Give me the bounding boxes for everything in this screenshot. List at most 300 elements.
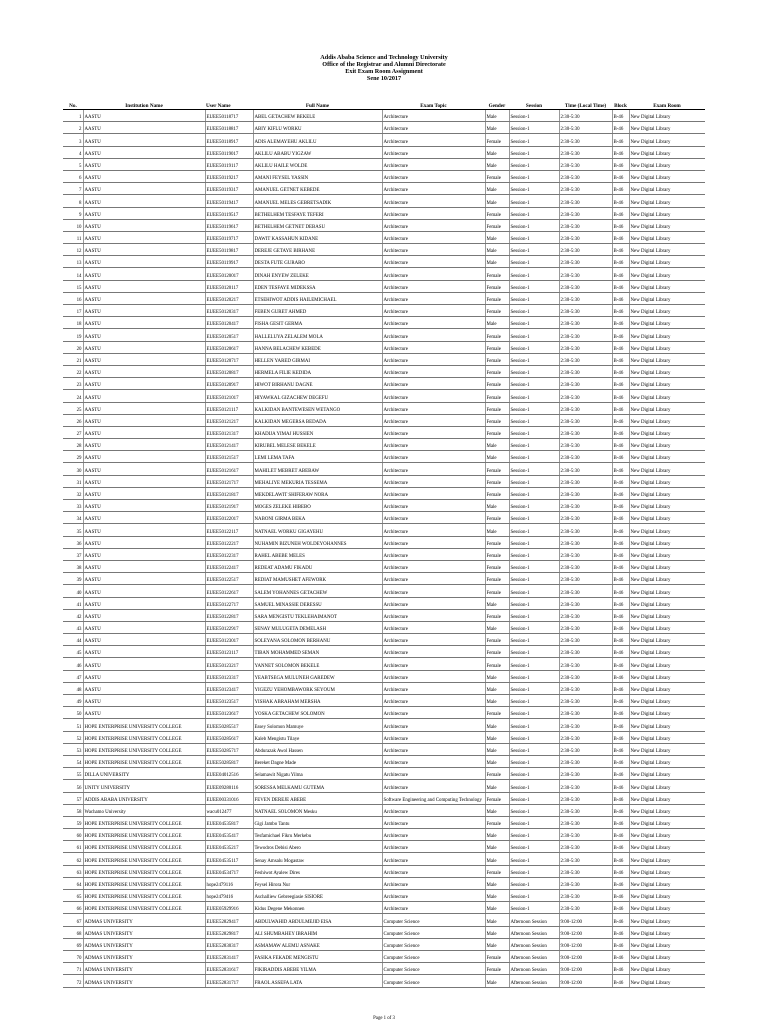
- table-row: [63, 256, 705, 268]
- institution-name-cell: HOPE ENTERPRISE UNIVERSITY COLLEGE: [83, 816, 205, 828]
- exam-topic-cell: Architecture: [382, 475, 485, 487]
- table-row: [63, 877, 705, 889]
- exam-room-cell: New Digital Library: [629, 743, 705, 755]
- exam-room-cell: New Digital Library: [629, 378, 705, 390]
- table-row: [63, 110, 705, 122]
- gender-cell: Male: [485, 158, 509, 170]
- row-number-cell: 9: [63, 207, 83, 219]
- session-cell: Session-1: [509, 426, 559, 438]
- row-number-cell: 60: [63, 829, 83, 841]
- exam-topic-cell: Architecture: [382, 682, 485, 694]
- exam-time-cell: 9:00-12:00: [559, 926, 612, 938]
- gender-cell: Female: [485, 658, 509, 670]
- exam-time-cell: 2:30-5:30: [559, 439, 612, 451]
- block-cell: B-46: [612, 158, 629, 170]
- institution-name-cell: AASTU: [83, 560, 205, 572]
- institution-name-cell: AASTU: [83, 597, 205, 609]
- session-cell: Session-1: [509, 682, 559, 694]
- exam-room-cell: New Digital Library: [629, 244, 705, 256]
- row-number-cell: 19: [63, 329, 83, 341]
- institution-name-cell: AASTU: [83, 256, 205, 268]
- session-cell: Afternoon Session: [509, 938, 559, 950]
- table-row: [63, 122, 705, 134]
- gender-cell: Male: [485, 877, 509, 889]
- exam-time-cell: 2:30-5:30: [559, 426, 612, 438]
- table-row: [63, 902, 705, 914]
- exam-room-cell: New Digital Library: [629, 926, 705, 938]
- full-name-cell: MAHILET MEBRET ABEBAW: [253, 463, 382, 475]
- exam-room-cell: New Digital Library: [629, 195, 705, 207]
- institution-name-cell: AASTU: [83, 451, 205, 463]
- gender-cell: Female: [485, 792, 509, 804]
- table-row: [63, 195, 705, 207]
- exam-room-cell: New Digital Library: [629, 390, 705, 402]
- session-cell: Session-1: [509, 329, 559, 341]
- institution-name-cell: AASTU: [83, 524, 205, 536]
- exam-room-cell: New Digital Library: [629, 353, 705, 365]
- user-name-cell: EUEE50122117: [205, 524, 253, 536]
- table-row: [63, 353, 705, 365]
- exam-room-cell: New Digital Library: [629, 816, 705, 828]
- gender-cell: Male: [485, 439, 509, 451]
- full-name-cell: Feysel Hirora Nur: [253, 877, 382, 889]
- block-cell: B-46: [612, 500, 629, 512]
- row-number-cell: 30: [63, 463, 83, 475]
- session-cell: Session-1: [509, 902, 559, 914]
- row-number-cell: 23: [63, 378, 83, 390]
- session-cell: Session-1: [509, 865, 559, 877]
- full-name-cell: FASIKA FEKADE MENGISTU: [253, 950, 382, 962]
- full-name-cell: Kidus Degene Mekonnen: [253, 902, 382, 914]
- exam-topic-cell: Architecture: [382, 280, 485, 292]
- exam-time-cell: 2:30-5:30: [559, 512, 612, 524]
- row-number-cell: 58: [63, 804, 83, 816]
- block-cell: B-46: [612, 280, 629, 292]
- table-row: [63, 402, 705, 414]
- user-name-cell: EUEE50119017: [205, 146, 253, 158]
- institution-name-cell: HOPE ENTERPRISE UNIVERSITY COLLEGE: [83, 731, 205, 743]
- column-header: Exam Topic: [382, 97, 485, 110]
- session-cell: Session-1: [509, 378, 559, 390]
- block-cell: B-46: [612, 512, 629, 524]
- gender-cell: Female: [485, 768, 509, 780]
- user-name-cell: EUEE50118717: [205, 110, 253, 122]
- session-cell: Session-1: [509, 341, 559, 353]
- exam-room-cell: New Digital Library: [629, 122, 705, 134]
- exam-time-cell: 2:30-5:30: [559, 816, 612, 828]
- block-cell: B-46: [612, 585, 629, 597]
- session-cell: Session-1: [509, 219, 559, 231]
- exam-time-cell: 2:30-5:30: [559, 463, 612, 475]
- exam-time-cell: 9:00-12:00: [559, 963, 612, 975]
- row-number-cell: 68: [63, 926, 83, 938]
- exam-topic-cell: Architecture: [382, 877, 485, 889]
- table-header-row: [63, 97, 705, 110]
- exam-room-cell: New Digital Library: [629, 975, 705, 987]
- exam-time-cell: 9:00-12:00: [559, 914, 612, 926]
- full-name-cell: Senay Amsalu Mogastaw: [253, 853, 382, 865]
- exam-time-cell: 2:30-5:30: [559, 524, 612, 536]
- user-name-cell: EUEE50122317: [205, 548, 253, 560]
- block-cell: B-46: [612, 439, 629, 451]
- exam-room-cell: New Digital Library: [629, 134, 705, 146]
- session-cell: Session-1: [509, 573, 559, 585]
- table-row: [63, 426, 705, 438]
- column-header: Gender: [485, 97, 509, 110]
- exam-room-cell: New Digital Library: [629, 853, 705, 865]
- gender-cell: Male: [485, 938, 509, 950]
- user-name-cell: EUEE50122417: [205, 560, 253, 572]
- exam-topic-cell: Architecture: [382, 500, 485, 512]
- gender-cell: Male: [485, 975, 509, 987]
- row-number-cell: 32: [63, 487, 83, 499]
- row-number-cell: 7: [63, 183, 83, 195]
- exam-topic-cell: Architecture: [382, 402, 485, 414]
- row-number-cell: 54: [63, 755, 83, 767]
- exam-topic-cell: Architecture: [382, 463, 485, 475]
- exam-room-cell: New Digital Library: [629, 280, 705, 292]
- table-row: [63, 244, 705, 256]
- full-name-cell: Tesfamichael Fikru Merkebu: [253, 829, 382, 841]
- row-number-cell: 38: [63, 560, 83, 572]
- exam-topic-cell: Architecture: [382, 353, 485, 365]
- session-cell: Afternoon Session: [509, 975, 559, 987]
- block-cell: B-46: [612, 292, 629, 304]
- table-row: [63, 621, 705, 633]
- institution-name-cell: AASTU: [83, 536, 205, 548]
- exam-topic-cell: Architecture: [382, 829, 485, 841]
- exam-room-cell: New Digital Library: [629, 292, 705, 304]
- session-cell: Session-1: [509, 804, 559, 816]
- full-name-cell: SORESSA MELKAMU GUTEMA: [253, 780, 382, 792]
- gender-cell: Male: [485, 122, 509, 134]
- institution-name-cell: AASTU: [83, 110, 205, 122]
- exam-room-cell: New Digital Library: [629, 646, 705, 658]
- user-name-cell: EUEE52831617: [205, 963, 253, 975]
- exam-time-cell: 2:30-5:30: [559, 841, 612, 853]
- page-number: Page 1 of 3: [373, 1016, 395, 1021]
- block-cell: B-46: [612, 573, 629, 585]
- exam-room-cell: New Digital Library: [629, 512, 705, 524]
- full-name-cell: YANNET SOLOMON BEKELE: [253, 658, 382, 670]
- session-cell: Session-1: [509, 158, 559, 170]
- full-name-cell: ADIS ALEMAYEHU AKLILU: [253, 134, 382, 146]
- session-cell: Session-1: [509, 755, 559, 767]
- exam-topic-cell: Architecture: [382, 890, 485, 902]
- institution-name-cell: ADMAS UNIVERSITY: [83, 938, 205, 950]
- session-cell: Session-1: [509, 244, 559, 256]
- table-row: [63, 646, 705, 658]
- exam-room-cell: New Digital Library: [629, 451, 705, 463]
- table-row: [63, 341, 705, 353]
- exam-topic-cell: Computer Science: [382, 963, 485, 975]
- row-number-cell: 26: [63, 414, 83, 426]
- session-cell: Session-1: [509, 146, 559, 158]
- exam-topic-cell: Architecture: [382, 573, 485, 585]
- exam-topic-cell: Architecture: [382, 780, 485, 792]
- user-name-cell: EUEE50119217: [205, 170, 253, 182]
- institution-name-cell: ADMAS UNIVERSITY: [83, 963, 205, 975]
- session-cell: Session-1: [509, 634, 559, 646]
- gender-cell: Male: [485, 926, 509, 938]
- full-name-cell: HANNA BELACHEW KEBEDE: [253, 341, 382, 353]
- institution-name-cell: AASTU: [83, 329, 205, 341]
- block-cell: B-46: [612, 719, 629, 731]
- exam-topic-cell: Architecture: [382, 317, 485, 329]
- block-cell: B-46: [612, 682, 629, 694]
- exam-time-cell: 2:30-5:30: [559, 500, 612, 512]
- exam-time-cell: 2:30-5:30: [559, 865, 612, 877]
- gender-cell: Male: [485, 914, 509, 926]
- user-name-cell: EUEE50119717: [205, 231, 253, 243]
- block-cell: B-46: [612, 914, 629, 926]
- row-number-cell: 55: [63, 768, 83, 780]
- user-name-cell: EUEE50119817: [205, 244, 253, 256]
- block-cell: B-46: [612, 353, 629, 365]
- gender-cell: Male: [485, 902, 509, 914]
- row-number-cell: 57: [63, 792, 83, 804]
- row-number-cell: 51: [63, 719, 83, 731]
- full-name-cell: YIGEZU YEHOMBAWORK SEYOUM: [253, 682, 382, 694]
- row-number-cell: 42: [63, 609, 83, 621]
- block-cell: B-46: [612, 451, 629, 463]
- exam-room-cell: New Digital Library: [629, 548, 705, 560]
- exam-room-cell: New Digital Library: [629, 804, 705, 816]
- exam-topic-cell: Architecture: [382, 634, 485, 646]
- gender-cell: Male: [485, 110, 509, 122]
- session-cell: Session-1: [509, 877, 559, 889]
- session-cell: Session-1: [509, 134, 559, 146]
- table-row: [63, 268, 705, 280]
- full-name-cell: Bereket Dagne Made: [253, 755, 382, 767]
- block-cell: B-46: [612, 792, 629, 804]
- row-number-cell: 47: [63, 670, 83, 682]
- full-name-cell: FEBEN GURET AHMED: [253, 305, 382, 317]
- full-name-cell: Kaleb Mengistu Tilaye: [253, 731, 382, 743]
- exam-topic-cell: Computer Science: [382, 975, 485, 987]
- institution-name-cell: HOPE ENTERPRISE UNIVERSITY COLLEGE: [83, 829, 205, 841]
- exam-room-cell: New Digital Library: [629, 439, 705, 451]
- exam-topic-cell: Architecture: [382, 536, 485, 548]
- exam-topic-cell: Architecture: [382, 560, 485, 572]
- session-cell: Session-1: [509, 451, 559, 463]
- institution-name-cell: HOPE ENTERPRISE UNIVERSITY COLLEGE: [83, 865, 205, 877]
- exam-room-cell: New Digital Library: [629, 938, 705, 950]
- exam-room-cell: New Digital Library: [629, 573, 705, 585]
- gender-cell: Female: [485, 426, 509, 438]
- session-cell: Session-1: [509, 463, 559, 475]
- exam-room-cell: New Digital Library: [629, 755, 705, 767]
- block-cell: B-46: [612, 110, 629, 122]
- exam-time-cell: 2:30-5:30: [559, 475, 612, 487]
- institution-name-cell: AASTU: [83, 402, 205, 414]
- row-number-cell: 59: [63, 816, 83, 828]
- institution-name-cell: AASTU: [83, 244, 205, 256]
- table-row: [63, 158, 705, 170]
- full-name-cell: KALKIDAN MEGERSA BEDADA: [253, 414, 382, 426]
- session-cell: Session-1: [509, 268, 559, 280]
- gender-cell: Female: [485, 475, 509, 487]
- table-row: [63, 865, 705, 877]
- exam-time-cell: 2:30-5:30: [559, 731, 612, 743]
- row-number-cell: 4: [63, 146, 83, 158]
- user-name-cell: EUEE50119317: [205, 183, 253, 195]
- gender-cell: Female: [485, 585, 509, 597]
- block-cell: B-46: [612, 768, 629, 780]
- gender-cell: Male: [485, 841, 509, 853]
- user-name-cell: EUEE50122917: [205, 621, 253, 633]
- session-cell: Session-1: [509, 365, 559, 377]
- gender-cell: Female: [485, 548, 509, 560]
- gender-cell: Male: [485, 780, 509, 792]
- row-number-cell: 2: [63, 122, 83, 134]
- session-cell: Session-1: [509, 110, 559, 122]
- exam-topic-cell: Architecture: [382, 731, 485, 743]
- gender-cell: Male: [485, 890, 509, 902]
- full-name-cell: RAHEL ABEBE MELES: [253, 548, 382, 560]
- session-cell: Session-1: [509, 853, 559, 865]
- institution-name-cell: AASTU: [83, 317, 205, 329]
- full-name-cell: BETHELHEM TESFAYE TEFERI: [253, 207, 382, 219]
- exam-time-cell: 2:30-5:30: [559, 207, 612, 219]
- block-cell: B-46: [612, 305, 629, 317]
- block-cell: B-46: [612, 902, 629, 914]
- column-header: Institution Name: [83, 97, 205, 110]
- row-number-cell: 40: [63, 585, 83, 597]
- table-row: [63, 780, 705, 792]
- user-name-cell: EUEE50121517: [205, 451, 253, 463]
- exam-time-cell: 2:30-5:30: [559, 183, 612, 195]
- block-cell: B-46: [612, 621, 629, 633]
- gender-cell: Female: [485, 646, 509, 658]
- full-name-cell: YEABTSEGA MULUNEH GAREDEW: [253, 670, 382, 682]
- institution-name-cell: ADMAS UNIVERSITY: [83, 975, 205, 987]
- institution-name-cell: HOPE ENTERPRISE UNIVERSITY COLLEGE: [83, 853, 205, 865]
- full-name-cell: Tewodros Debisi Abero: [253, 841, 382, 853]
- exam-topic-cell: Architecture: [382, 195, 485, 207]
- exam-room-cell: New Digital Library: [629, 475, 705, 487]
- user-name-cell: EUEE52831717: [205, 975, 253, 987]
- exam-time-cell: 2:30-5:30: [559, 634, 612, 646]
- exam-time-cell: 2:30-5:30: [559, 122, 612, 134]
- user-name-cell: EUEE50118817: [205, 122, 253, 134]
- institution-name-cell: Wachamo University: [83, 804, 205, 816]
- institution-name-cell: AASTU: [83, 268, 205, 280]
- gender-cell: Female: [485, 634, 509, 646]
- exam-time-cell: 2:30-5:30: [559, 609, 612, 621]
- user-name-cell: EUEE50122217: [205, 536, 253, 548]
- session-cell: Session-1: [509, 170, 559, 182]
- full-name-cell: ABDULWAHID ABDULMEJID EISA: [253, 914, 382, 926]
- session-cell: Session-1: [509, 560, 559, 572]
- full-name-cell: KALKIDAN BANTEWESEN WETANGO: [253, 402, 382, 414]
- table-row: [63, 170, 705, 182]
- user-name-cell: EUEE50119117: [205, 158, 253, 170]
- institution-name-cell: AASTU: [83, 487, 205, 499]
- block-cell: B-46: [612, 963, 629, 975]
- gender-cell: Male: [485, 743, 509, 755]
- table-row: [63, 573, 705, 585]
- row-number-cell: 12: [63, 244, 83, 256]
- exam-topic-cell: Architecture: [382, 365, 485, 377]
- session-cell: Session-1: [509, 695, 559, 707]
- session-cell: Session-1: [509, 439, 559, 451]
- column-header: Full Name: [253, 97, 382, 110]
- row-number-cell: 27: [63, 426, 83, 438]
- exam-topic-cell: Computer Science: [382, 926, 485, 938]
- table-row: [63, 719, 705, 731]
- institution-name-cell: AASTU: [83, 280, 205, 292]
- gender-cell: Female: [485, 170, 509, 182]
- session-cell: Session-1: [509, 792, 559, 804]
- row-number-cell: 61: [63, 841, 83, 853]
- user-name-cell: EUEE50122717: [205, 597, 253, 609]
- user-name-cell: EUEE50121717: [205, 475, 253, 487]
- exam-topic-cell: Architecture: [382, 609, 485, 621]
- exam-room-cell: New Digital Library: [629, 110, 705, 122]
- gender-cell: Female: [485, 292, 509, 304]
- user-name-cell: EUEE05929916: [205, 902, 253, 914]
- exam-time-cell: 2:30-5:30: [559, 402, 612, 414]
- row-number-cell: 6: [63, 170, 83, 182]
- gender-cell: Female: [485, 963, 509, 975]
- user-name-cell: EUEE50123617: [205, 707, 253, 719]
- row-number-cell: 53: [63, 743, 83, 755]
- gender-cell: Female: [485, 402, 509, 414]
- exam-topic-cell: Architecture: [382, 841, 485, 853]
- row-number-cell: 35: [63, 524, 83, 536]
- user-name-cell: EUEE50123017: [205, 634, 253, 646]
- gender-cell: Male: [485, 829, 509, 841]
- gender-cell: Female: [485, 865, 509, 877]
- user-name-cell: EUEE50285717: [205, 743, 253, 755]
- exam-time-cell: 2:30-5:30: [559, 451, 612, 463]
- session-cell: Session-1: [509, 658, 559, 670]
- exam-time-cell: 2:30-5:30: [559, 670, 612, 682]
- exam-topic-cell: Architecture: [382, 231, 485, 243]
- exam-topic-cell: Architecture: [382, 183, 485, 195]
- gender-cell: Female: [485, 609, 509, 621]
- gender-cell: Male: [485, 231, 509, 243]
- exam-room-cell: New Digital Library: [629, 792, 705, 804]
- user-name-cell: EUEE50285517: [205, 719, 253, 731]
- full-name-cell: ETSEHIWOT ADDIS HAILEMICHAEL: [253, 292, 382, 304]
- table-row: [63, 829, 705, 841]
- exam-room-cell: New Digital Library: [629, 634, 705, 646]
- block-cell: B-46: [612, 195, 629, 207]
- block-cell: B-46: [612, 146, 629, 158]
- gender-cell: Female: [485, 487, 509, 499]
- full-name-cell: Selamawit Nigatu Yilma: [253, 768, 382, 780]
- exam-room-cell: New Digital Library: [629, 256, 705, 268]
- session-cell: Session-1: [509, 475, 559, 487]
- row-number-cell: 18: [63, 317, 83, 329]
- user-name-cell: EUEE04535817: [205, 816, 253, 828]
- exam-time-cell: 2:30-5:30: [559, 231, 612, 243]
- row-number-cell: 43: [63, 621, 83, 633]
- row-number-cell: 10: [63, 219, 83, 231]
- column-header: Session: [509, 97, 559, 110]
- session-cell: Session-1: [509, 829, 559, 841]
- row-number-cell: 36: [63, 536, 83, 548]
- session-cell: Session-1: [509, 841, 559, 853]
- session-cell: Session-1: [509, 512, 559, 524]
- gender-cell: Male: [485, 597, 509, 609]
- user-name-cell: EUEE50123517: [205, 695, 253, 707]
- block-cell: B-46: [612, 560, 629, 572]
- gender-cell: Female: [485, 536, 509, 548]
- exam-room-cell: New Digital Library: [629, 585, 705, 597]
